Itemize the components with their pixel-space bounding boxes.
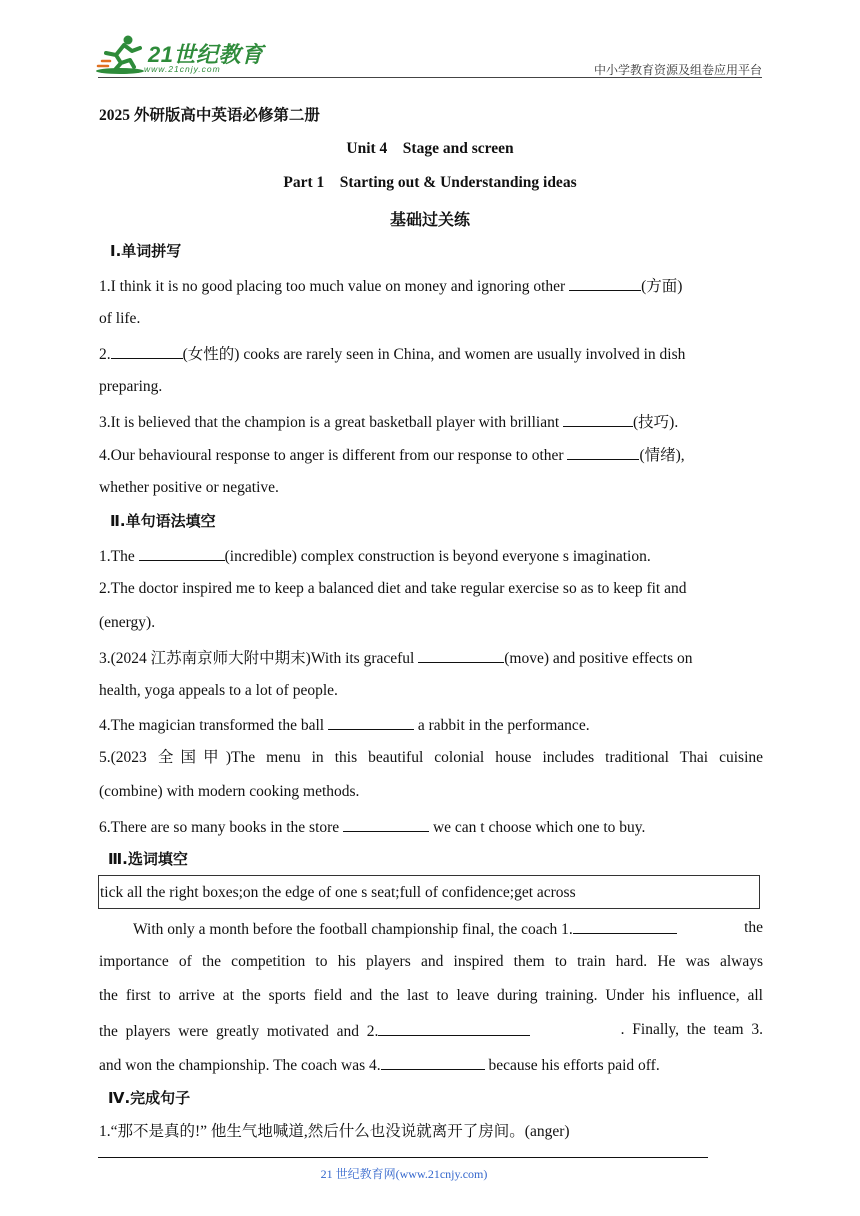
s2-q1-num: 1.The <box>99 548 139 565</box>
answer-blank[interactable] <box>343 816 429 832</box>
s1-q1 <box>99 275 763 297</box>
s3-passage-line-1 <box>133 918 763 940</box>
s3-passage-line-4 <box>99 1020 763 1042</box>
s2-q2: 2.The doctor inspired me to keep a balanced diet and take regular exercise so as to keep fit and <box>99 580 687 597</box>
s1-q1-text: 1.I think it is no good placing too much value on money and ignoring other <box>99 278 570 295</box>
s1-q4-hint: (情绪), <box>639 447 685 464</box>
answer-line[interactable] <box>98 1157 708 1158</box>
s1-q4 <box>99 444 763 466</box>
answer-blank[interactable] <box>418 647 504 663</box>
s3-passage-text: With only a month before the football championship final, the coach 1. <box>133 921 573 938</box>
s3-passage-line-2: importance of the competition to his players and inspired them to train hard. He was always <box>99 953 763 970</box>
s2-q4-text: 4.The magician transformed the ball <box>99 717 328 734</box>
header-platform-text: 中小学教育资源及组卷应用平台 <box>593 63 762 77</box>
logo-url: www.21cnjy.com <box>144 64 221 74</box>
s2-q1 <box>99 545 763 567</box>
word-bank-box <box>98 875 760 909</box>
logo-text: 21世纪教育 <box>148 42 264 67</box>
book-title: 2025 外研版高中英语必修第二册 <box>99 107 320 124</box>
s3-passage-line-5 <box>99 1054 763 1076</box>
s2-q3 <box>99 647 763 669</box>
s3-passage-text: because his efforts paid off. <box>484 1057 660 1074</box>
s3-passage-text: the players were greatly motivated and 2. <box>99 1023 379 1040</box>
answer-blank-2[interactable] <box>378 1020 530 1036</box>
s2-q3-cont: health, yoga appeals to a lot of people. <box>99 682 338 699</box>
s1-q3-hint: (技巧). <box>633 414 679 431</box>
answer-blank[interactable] <box>569 275 641 291</box>
answer-blank[interactable] <box>328 714 414 730</box>
s3-passage-line-3: the first to arrive at the sports field and the last to leave during training. Under his influence, all <box>99 987 763 1004</box>
answer-blank[interactable] <box>111 343 183 359</box>
s2-q3-text: 3.(2024 江苏南京师大附中期末)With its graceful <box>99 650 419 667</box>
s2-q4-cont: a rabbit in the performance. <box>413 717 590 734</box>
s2-q3-hint: (move) and positive effects on <box>504 650 693 667</box>
s4-q1: 1.“那不是真的!” 他生气地喊道,然后什么也没说就离开了房间。(anger) <box>99 1123 570 1140</box>
section-4-heading: Ⅳ.完成句子 <box>108 1089 191 1107</box>
s2-q6 <box>99 816 763 838</box>
section-1-heading: Ⅰ.单词拼写 <box>110 242 182 260</box>
s1-q4-text: 4.Our behavioural response to anger is different from our response to other <box>99 447 568 464</box>
s1-q2-cont: preparing. <box>99 378 163 395</box>
s2-q6-cont: we can t choose which one to buy. <box>429 819 646 836</box>
s1-q2 <box>99 343 763 365</box>
runner-icon <box>94 33 150 77</box>
s1-q4-cont: whether positive or negative. <box>99 479 279 496</box>
s2-q4 <box>99 714 763 736</box>
s2-q5: 5.(2023 全国甲)The menu in this beautiful colonial house includes traditional Thai cuisine <box>99 749 763 766</box>
s1-q2-num: 2. <box>99 346 111 363</box>
s1-q1-cont: of life. <box>99 310 141 327</box>
s3-passage-text: the <box>744 919 763 936</box>
s1-q2-text: (女性的) cooks are rarely seen in China, and women are usually involved in dish <box>182 346 686 363</box>
answer-blank[interactable] <box>567 444 639 460</box>
s2-q5-cont: (combine) with modern cooking methods. <box>99 783 360 800</box>
s2-q1-text: (incredible) complex construction is beyond everyone s imagination. <box>224 548 651 565</box>
header-divider <box>98 77 762 78</box>
answer-blank[interactable] <box>563 411 633 427</box>
section-2-heading: Ⅱ.单句语法填空 <box>110 512 216 530</box>
s2-q2-cont: (energy). <box>99 614 156 631</box>
word-bank-text: tick all the right boxes;on the edge of one s seat;full of confidence;get across <box>100 884 576 901</box>
s1-q3 <box>99 411 763 433</box>
answer-blank-1[interactable] <box>573 918 677 934</box>
s1-q1-hint: (方面) <box>641 278 683 295</box>
part-title: Part 1 Starting out & Understanding ideas <box>283 174 577 191</box>
s3-passage-text: . Finally, the team 3. <box>620 1021 763 1038</box>
s3-passage-text: and won the championship. The coach was 4. <box>99 1057 381 1074</box>
footer-text: 21 世纪教育网(www.21cnjy.com) <box>320 1167 488 1181</box>
unit-title: Unit 4 Stage and screen <box>346 140 514 157</box>
s1-q3-text: 3.It is believed that the champion is a great basketball player with brilliant <box>99 414 564 431</box>
section-3-heading: Ⅲ.选词填空 <box>108 850 188 868</box>
s2-q6-text: 6.There are so many books in the store <box>99 819 344 836</box>
section-title: 基础过关练 <box>389 210 470 229</box>
answer-blank-4[interactable] <box>381 1054 485 1070</box>
answer-blank[interactable] <box>139 545 225 561</box>
